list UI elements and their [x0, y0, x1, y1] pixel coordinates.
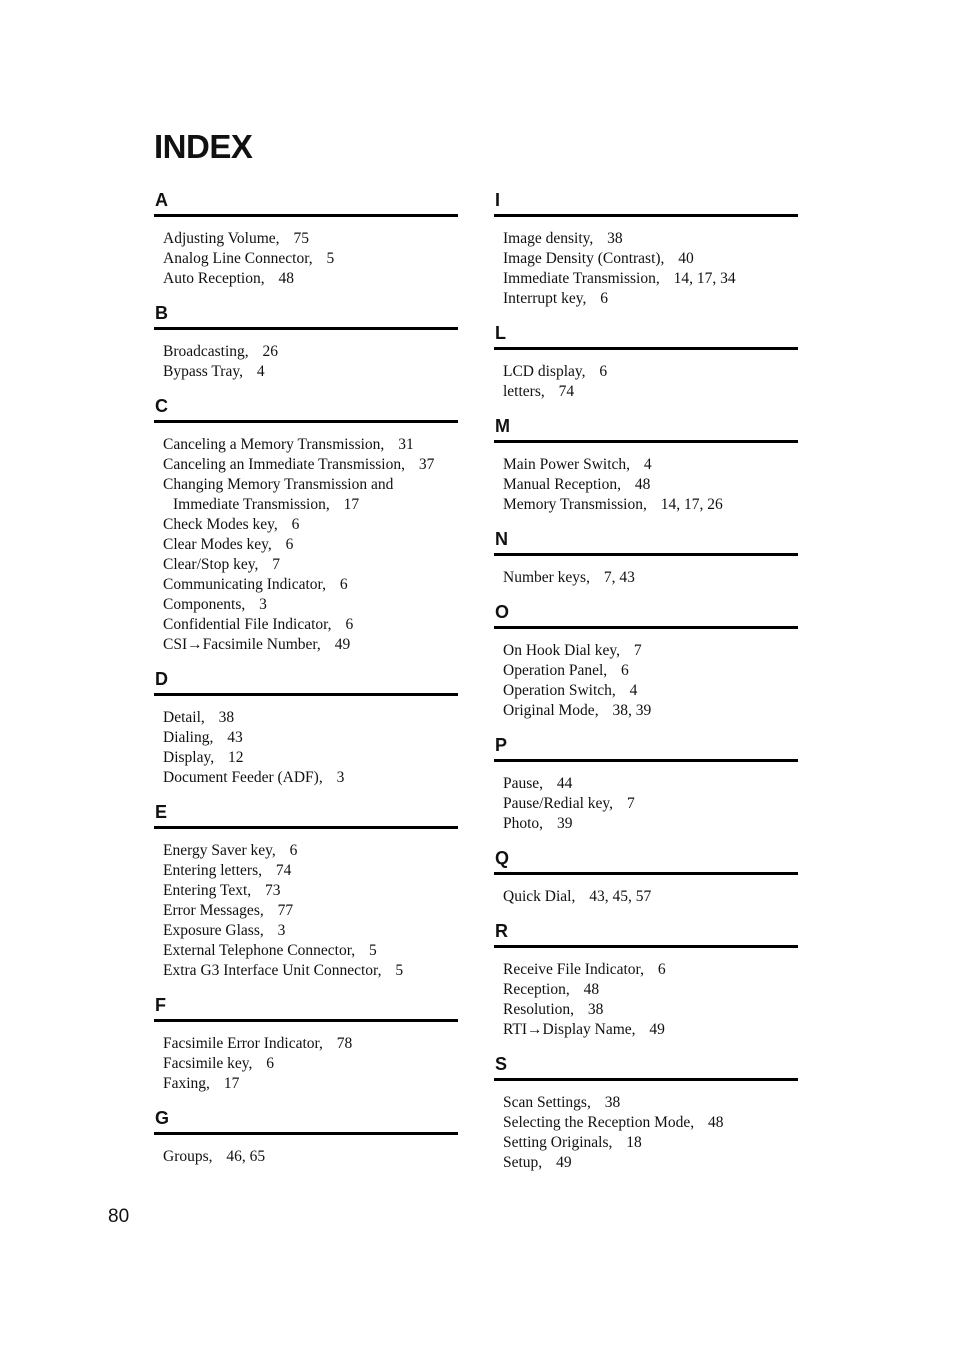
index-entry — [503, 1000, 798, 1020]
entry-pages: 4 — [643, 456, 652, 473]
entry-pages: 38 — [587, 1001, 604, 1018]
entry-list — [494, 350, 798, 414]
entry-pages: 38 — [607, 230, 623, 247]
index-entry — [503, 455, 798, 475]
entry-list — [494, 629, 798, 733]
entry-pages: 43 — [227, 729, 243, 746]
section-letter: A — [155, 190, 168, 210]
index-entry — [163, 881, 458, 901]
section-letter: Q — [495, 848, 510, 868]
entry-pages: 6 — [600, 290, 608, 307]
section-letter: P — [495, 735, 508, 755]
entry-pages: 17 — [343, 496, 360, 513]
section-letter: D — [155, 669, 168, 689]
entry-term: Selecting the Reception Mode, — [503, 1114, 695, 1131]
section-letter: O — [495, 602, 510, 622]
entry-term: Broadcasting, — [163, 343, 249, 360]
entry-pages: 39 — [556, 815, 573, 832]
entry-term: Communicating Indicator, — [163, 576, 326, 593]
index-entry — [503, 794, 798, 814]
entry-pages: 49 — [334, 636, 351, 653]
index-entry — [163, 841, 458, 861]
index-entry — [163, 515, 458, 535]
index-entry — [503, 568, 798, 588]
entry-list — [154, 1022, 458, 1106]
index-section-q — [494, 846, 798, 919]
section-letter: B — [155, 303, 168, 323]
entry-term: Energy Saver key, — [163, 842, 276, 859]
entry-pages: 48 — [708, 1114, 724, 1131]
entry-term: Dialing, — [163, 729, 214, 746]
index-entry — [163, 961, 458, 981]
entry-list — [154, 217, 458, 301]
entry-term: Image density, — [503, 230, 594, 247]
index-entry — [503, 269, 798, 289]
entry-pages: 4 — [256, 363, 265, 380]
entry-pages: 17 — [223, 1075, 240, 1092]
entry-pages: 38, 39 — [612, 702, 652, 719]
entry-list — [154, 330, 458, 394]
index-section-c — [154, 394, 458, 667]
index-entry — [503, 249, 798, 269]
entry-pages: 7 — [626, 795, 635, 812]
entry-term: Entering letters, — [163, 862, 262, 879]
entry-list — [154, 829, 458, 993]
index-entry — [503, 1020, 798, 1040]
entry-term: letters, — [503, 383, 545, 400]
index-section-a — [154, 188, 458, 301]
entry-term: Interrupt key, — [503, 290, 587, 307]
entry-term: Groups, — [163, 1148, 213, 1165]
index-entry — [503, 980, 798, 1000]
index-entry — [163, 595, 458, 615]
entry-term: Immediate Transmission, — [503, 270, 660, 287]
entry-term: Setup, — [503, 1154, 543, 1171]
index-entry — [163, 249, 458, 269]
index-entry — [163, 535, 458, 555]
entry-list — [494, 443, 798, 527]
entry-pages: 74 — [558, 383, 575, 400]
index-entry — [163, 635, 458, 655]
entry-term: Operation Panel, — [503, 662, 608, 679]
entry-pages: 3 — [336, 769, 345, 786]
entry-list — [494, 875, 798, 919]
index-entry — [163, 768, 458, 788]
index-entry — [503, 887, 798, 907]
entry-pages: 6 — [266, 1055, 275, 1072]
entry-pages: 3 — [277, 922, 286, 939]
entry-term: Manual Reception, — [503, 476, 621, 493]
entry-term: Detail, — [163, 709, 205, 726]
entry-term: Operation Switch, — [503, 682, 616, 699]
entry-term: RTI→Display Name, — [503, 1021, 636, 1038]
entry-list — [494, 556, 798, 600]
entry-term: Faxing, — [163, 1075, 210, 1092]
entry-term: Bypass Tray, — [163, 363, 243, 380]
page-number: 80 — [108, 1206, 130, 1227]
entry-term: Main Power Switch, — [503, 456, 631, 473]
entry-term: Adjusting Volume, — [163, 230, 280, 247]
section-letter: M — [495, 416, 510, 436]
entry-pages: 6 — [345, 616, 354, 633]
entry-term: Photo, — [503, 815, 544, 832]
entry-pages: 49 — [649, 1021, 665, 1038]
entry-pages: 6 — [285, 536, 294, 553]
entry-term: Changing Memory Transmission and Immediate Transmission, — [163, 476, 394, 513]
entry-term: Error Messages, — [163, 902, 264, 919]
index-column-left — [154, 188, 458, 1179]
entry-pages: 38 — [604, 1094, 621, 1111]
index-entry — [163, 728, 458, 748]
index-entry — [503, 661, 798, 681]
entry-term: Exposure Glass, — [163, 922, 264, 939]
entry-term: Canceling a Memory Transmission, — [163, 436, 385, 453]
entry-term: Reception, — [503, 981, 570, 998]
entry-pages: 73 — [265, 882, 281, 899]
index-section-p — [494, 733, 798, 846]
section-letter: L — [495, 323, 506, 343]
entry-term: Canceling an Immediate Transmission, — [163, 456, 405, 473]
index-entry — [163, 475, 458, 515]
entry-term: Entering Text, — [163, 882, 252, 899]
entry-pages: 12 — [227, 749, 244, 766]
entry-term: Receive File Indicator, — [503, 961, 644, 978]
entry-term: Clear/Stop key, — [163, 556, 259, 573]
entry-pages: 14, 17, 26 — [660, 496, 723, 513]
entry-pages: 48 — [634, 476, 651, 493]
entry-term: Clear Modes key, — [163, 536, 272, 553]
index-section-e — [154, 800, 458, 993]
index-entry — [163, 1147, 458, 1167]
entry-term: Number keys, — [503, 569, 590, 586]
entry-pages: 37 — [418, 456, 435, 473]
entry-term: Original Mode, — [503, 702, 599, 719]
index-entry — [163, 708, 458, 728]
index-section-n — [494, 527, 798, 600]
entry-pages: 43, 45, 57 — [589, 888, 652, 905]
entry-pages: 6 — [289, 842, 298, 859]
entry-term: Memory Transmission, — [503, 496, 647, 513]
entry-pages: 6 — [291, 516, 300, 533]
index-entry — [503, 774, 798, 794]
entry-pages: 31 — [398, 436, 414, 453]
entry-term: Extra G3 Interface Unit Connector, — [163, 962, 382, 979]
index-entry — [163, 229, 458, 249]
entry-list — [494, 217, 798, 321]
index-entry — [503, 814, 798, 834]
entry-pages: 4 — [629, 682, 638, 699]
index-section-g — [154, 1106, 458, 1179]
entry-term: Pause, — [503, 775, 544, 792]
entry-term: Quick Dial, — [503, 888, 576, 905]
entry-term: On Hook Dial key, — [503, 642, 620, 659]
entry-pages: 46, 65 — [226, 1148, 266, 1165]
index-entry — [163, 1034, 458, 1054]
index-entry — [163, 362, 458, 382]
entry-pages: 26 — [262, 343, 279, 360]
index-entry — [163, 901, 458, 921]
entry-pages: 49 — [556, 1154, 572, 1171]
entry-term: Check Modes key, — [163, 516, 278, 533]
entry-pages: 40 — [678, 250, 694, 267]
page-title: INDEX — [154, 128, 253, 165]
section-letter: G — [155, 1108, 170, 1128]
section-letter: N — [495, 529, 508, 549]
index-section-l — [494, 321, 798, 414]
section-letter: I — [495, 190, 501, 210]
entry-pages: 7 — [272, 556, 281, 573]
index-column-right — [494, 188, 798, 1185]
index-entry — [503, 475, 798, 495]
entry-term: Confidential File Indicator, — [163, 616, 332, 633]
index-section-f — [154, 993, 458, 1106]
entry-term: Components, — [163, 596, 246, 613]
entry-list — [494, 1081, 798, 1185]
entry-pages: 77 — [277, 902, 294, 919]
index-entry — [503, 289, 798, 309]
entry-pages: 5 — [326, 250, 335, 267]
entry-term: Facsimile key, — [163, 1055, 253, 1072]
entry-pages: 7 — [633, 642, 642, 659]
entry-pages: 48 — [583, 981, 600, 998]
entry-term: Scan Settings, — [503, 1094, 591, 1111]
entry-pages: 74 — [275, 862, 292, 879]
section-letter: E — [155, 802, 168, 822]
entry-pages: 38 — [218, 709, 235, 726]
entry-term: Facsimile Error Indicator, — [163, 1035, 323, 1052]
entry-pages: 78 — [336, 1035, 353, 1052]
index-section-b — [154, 301, 458, 394]
entry-term: External Telephone Connector, — [163, 942, 356, 959]
entry-list — [494, 762, 798, 846]
entry-pages: 5 — [395, 962, 404, 979]
index-entry — [503, 641, 798, 661]
index-entry — [163, 455, 458, 475]
entry-pages: 75 — [293, 230, 309, 247]
index-entry — [163, 435, 458, 455]
entry-list — [494, 948, 798, 1052]
entry-term: Document Feeder (ADF), — [163, 769, 323, 786]
index-entry — [503, 229, 798, 249]
index-entry — [503, 701, 798, 721]
entry-term: Display, — [163, 749, 215, 766]
section-letter: S — [495, 1054, 508, 1074]
index-entry — [163, 269, 458, 289]
index-entry — [163, 921, 458, 941]
entry-pages: 48 — [278, 270, 294, 287]
section-letter: F — [155, 995, 166, 1015]
index-section-o — [494, 600, 798, 733]
index-entry — [163, 1074, 458, 1094]
index-entry — [163, 555, 458, 575]
section-letter: R — [495, 921, 508, 941]
index-entry — [163, 861, 458, 881]
index-entry — [503, 1153, 798, 1173]
index-entry — [503, 362, 798, 382]
entry-list — [154, 1135, 458, 1179]
entry-term: Analog Line Connector, — [163, 250, 313, 267]
index-entry — [163, 748, 458, 768]
index-entry — [503, 1113, 798, 1133]
index-entry — [503, 681, 798, 701]
entry-pages: 6 — [599, 363, 608, 380]
index-entry — [503, 1093, 798, 1113]
entry-pages: 44 — [556, 775, 573, 792]
index-entry — [163, 1054, 458, 1074]
index-section-d — [154, 667, 458, 800]
index-entry — [163, 342, 458, 362]
entry-list — [154, 696, 458, 800]
entry-pages: 6 — [657, 961, 666, 978]
entry-pages: 3 — [259, 596, 267, 613]
entry-pages: 6 — [339, 576, 348, 593]
entry-term: Setting Originals, — [503, 1134, 613, 1151]
index-section-r — [494, 919, 798, 1052]
index-entry — [503, 960, 798, 980]
index-section-i — [494, 188, 798, 321]
index-section-m — [494, 414, 798, 527]
index-entry — [163, 615, 458, 635]
entry-term: Resolution, — [503, 1001, 575, 1018]
index-entry — [503, 495, 798, 515]
entry-term: Image Density (Contrast), — [503, 250, 665, 267]
entry-term: LCD display, — [503, 363, 586, 380]
entry-pages: 7, 43 — [603, 569, 635, 586]
entry-pages: 5 — [369, 942, 377, 959]
index-section-s — [494, 1052, 798, 1185]
index-entry — [163, 575, 458, 595]
section-letter: C — [155, 396, 168, 416]
entry-list — [154, 423, 458, 667]
entry-pages: 18 — [626, 1134, 642, 1151]
entry-term: CSI→Facsimile Number, — [163, 636, 321, 653]
entry-pages: 14, 17, 34 — [673, 270, 736, 287]
index-entry — [503, 382, 798, 402]
entry-term: Pause/Redial key, — [503, 795, 614, 812]
entry-term: Auto Reception, — [163, 270, 265, 287]
entry-pages: 6 — [621, 662, 629, 679]
index-entry — [503, 1133, 798, 1153]
index-entry — [163, 941, 458, 961]
